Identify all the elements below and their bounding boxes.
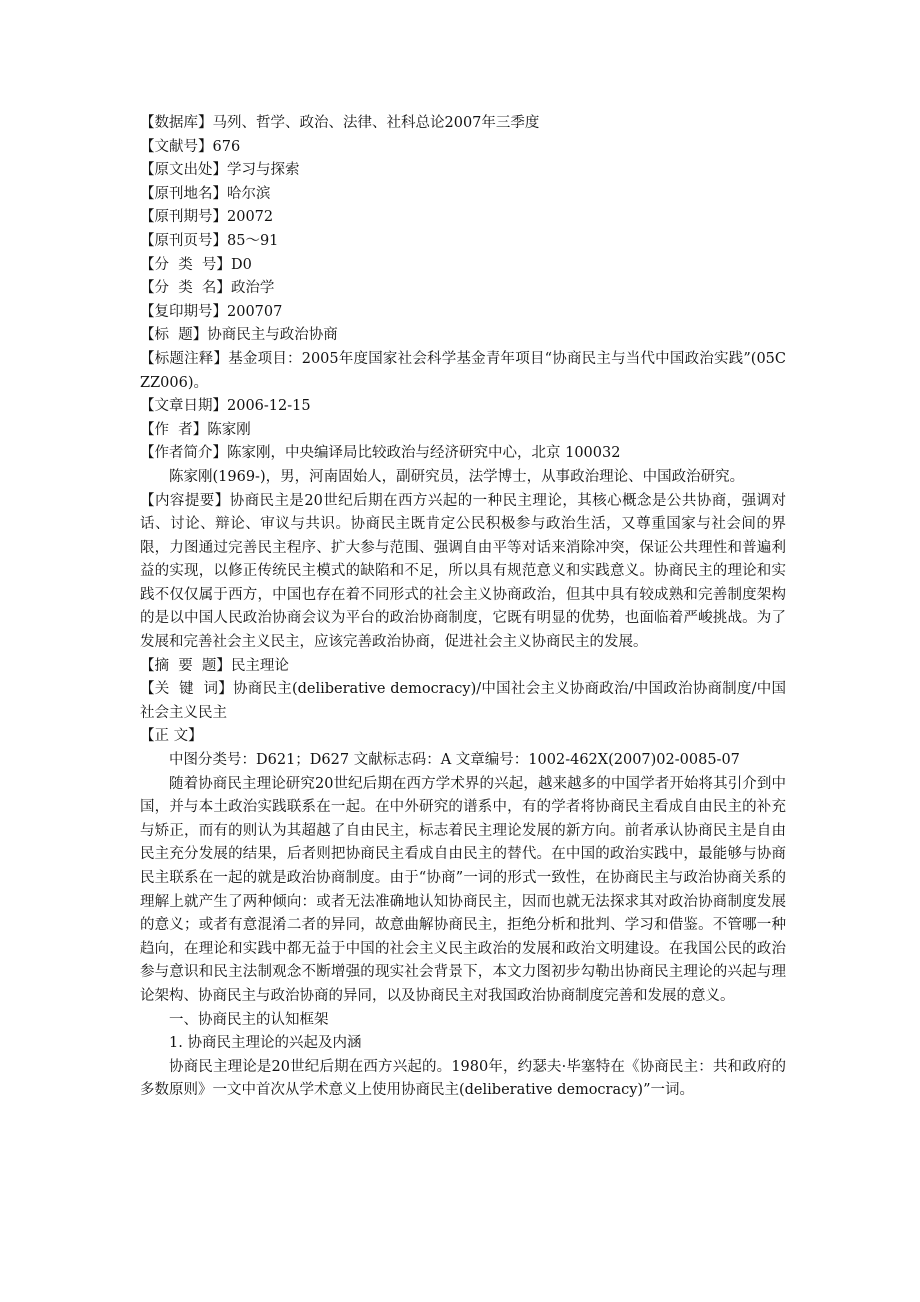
field-label: 【原刊期号】 bbox=[140, 209, 227, 226]
field-value: 85～91 bbox=[227, 232, 279, 249]
field-value: 200707 bbox=[227, 303, 283, 320]
field-value: 民主理论 bbox=[230, 657, 289, 674]
field-label: 【分 类 号】 bbox=[140, 256, 231, 273]
field-value: 基金项目：2005年度国家社会科学基金青年项目“协商民主与当代中国政治实践”(05CZZ006)。 bbox=[140, 350, 786, 391]
field-label: 【复印期号】 bbox=[140, 303, 227, 320]
field-label: 【数据库】 bbox=[140, 115, 213, 131]
field-label: 【关 键 词】 bbox=[140, 681, 234, 698]
field-value: 哈尔滨 bbox=[227, 185, 271, 202]
abstract-text: 协商民主是20世纪后期在西方兴起的一种民主理论，其核心概念是公共协商，强调对话、讨论、辩论、审议与共识。协商民主既肯定公民积极参与政治生活，又尊重国家与社会间的界限，力图通过完善民主程序、扩大参与范围、强调自由平等对话来消除冲突，保证公共理性和普遍利益的实现，以修正传统民主模式的缺陷和不足，所以具有规范意义和实践意义。协商民主的理论和实践不仅仅属于西方，中国也存在着不同形式的社会主义协商政治，但其中具有较成熟和完善制度架构的是以中国人民政治协商会议为平台的政治协商制度，它既有明显的优势，也面临着严峻挑战。为了发展和完善社会主义民主，应该完善政治协商，促进社会主义协商民主的发展。 bbox=[140, 492, 787, 651]
field-label: 【摘 要 题】 bbox=[140, 657, 231, 674]
field-value: 20072 bbox=[227, 209, 274, 226]
field-value: 2006-12-15 bbox=[227, 398, 311, 415]
field-label: 【文章日期】 bbox=[140, 398, 227, 415]
field-doc-number bbox=[140, 136, 786, 160]
body-paragraph: 协商民主理论是20世纪后期在西方兴起的。1980年，约瑟夫·毕塞特在《协商民主：共和政府的多数原则》一文中首次从学术意义上使用协商民主(deliberative democracy)”一词。 bbox=[140, 1058, 786, 1099]
field-database bbox=[140, 112, 786, 136]
field-source bbox=[140, 159, 786, 183]
field-value: 陈家刚 bbox=[207, 421, 251, 438]
body-classification-line: 中图分类号：D621；D627 文献标志码：A 文章编号：1002-462X(2007)02-0085-07 bbox=[169, 752, 740, 769]
author-bio-extra: 陈家刚(1969-)，男，河南固始人，副研究员，法学博士，从事政治理论、中国政治研究。 bbox=[169, 468, 745, 485]
body-label: 【正 文】 bbox=[140, 728, 203, 745]
field-label: 【原刊页号】 bbox=[140, 232, 227, 249]
field-label: 【原刊地名】 bbox=[140, 185, 227, 202]
field-pages bbox=[140, 230, 786, 254]
field-value: 协商民主(deliberative democracy)/中国社会主义协商政治/中国政治协商制度/中国社会主义民主 bbox=[140, 681, 786, 721]
field-class-name bbox=[140, 277, 786, 301]
field-subject bbox=[140, 655, 786, 679]
field-value: D0 bbox=[230, 256, 252, 273]
field-issue bbox=[140, 206, 786, 230]
field-title bbox=[140, 324, 786, 348]
field-value: 马列、哲学、政治、法律、社科总论2007年三季度 bbox=[212, 115, 540, 131]
abstract bbox=[140, 490, 786, 655]
field-label: 【原文出处】 bbox=[140, 162, 227, 179]
field-label: 【标题注释】 bbox=[140, 350, 229, 367]
field-keywords bbox=[140, 678, 786, 725]
field-label: 【分 类 名】 bbox=[140, 280, 231, 297]
field-place bbox=[140, 183, 786, 207]
body-paragraph: 随着协商民主理论研究20世纪后期在西方学术界的兴起，越来越多的中国学者开始将其引介到中国，并与本土政治实践联系在一起。在中外研究的谱系中，有的学者将协商民主看成自由民主的补充与矫正，而有的则认为其超越了自由民主，标志着民主理论发展的新方向。前者承认协商民主是自由民主充分发展的结果，后者则把协商民主看成自由民主的替代。在中国的政治实践中，最能够与协商民主联系在一起的就是政治协商制度。由于“协商”一词的形式一致性，在协商民主与政治协商关系的理解上就产生了两种倾向：或者无法准确地认知协商民主，因而也就无法探求其对政治协商制度发展的意义；或者有意混淆二者的异同，故意曲解协商民主，拒绝分析和批判、学习和借鉴。不管哪一种趋向，在理论和实践中都无益于中国的社会主义民主政治的发展和政治文明建设。在我国公民的政治参与意识和民主法制观念不断增强的现实社会背景下，本文力图初步勾勒出协商民主理论的兴起与理论架构、协商民主与政治协商的异同，以及协商民主对我国政治协商制度完善和发展的意义。 bbox=[140, 775, 786, 1004]
document-page bbox=[140, 112, 786, 1103]
field-title-note bbox=[140, 348, 786, 395]
field-class-number bbox=[140, 254, 786, 278]
section-heading: 一、协商民主的认知框架 bbox=[169, 1011, 329, 1028]
field-label: 【作 者】 bbox=[140, 421, 208, 438]
field-value: 676 bbox=[212, 138, 241, 155]
field-author bbox=[140, 419, 786, 443]
field-value: 协商民主与政治协商 bbox=[207, 327, 338, 344]
field-value: 学习与探索 bbox=[227, 162, 300, 179]
field-date bbox=[140, 395, 786, 419]
field-label: 【文献号】 bbox=[140, 138, 213, 155]
field-label: 【作者简介】 bbox=[140, 445, 227, 462]
field-value: 政治学 bbox=[230, 280, 275, 297]
field-label: 【标 题】 bbox=[140, 327, 208, 344]
subsection-heading: 1. 协商民主理论的兴起及内涵 bbox=[169, 1035, 362, 1052]
field-value: 陈家刚，中央编译局比较政治与经济研究中心，北京 100032 bbox=[227, 445, 621, 462]
field-author-intro bbox=[140, 442, 786, 466]
field-reprint-issue bbox=[140, 301, 786, 325]
abstract-label: 【内容提要】 bbox=[140, 492, 230, 509]
